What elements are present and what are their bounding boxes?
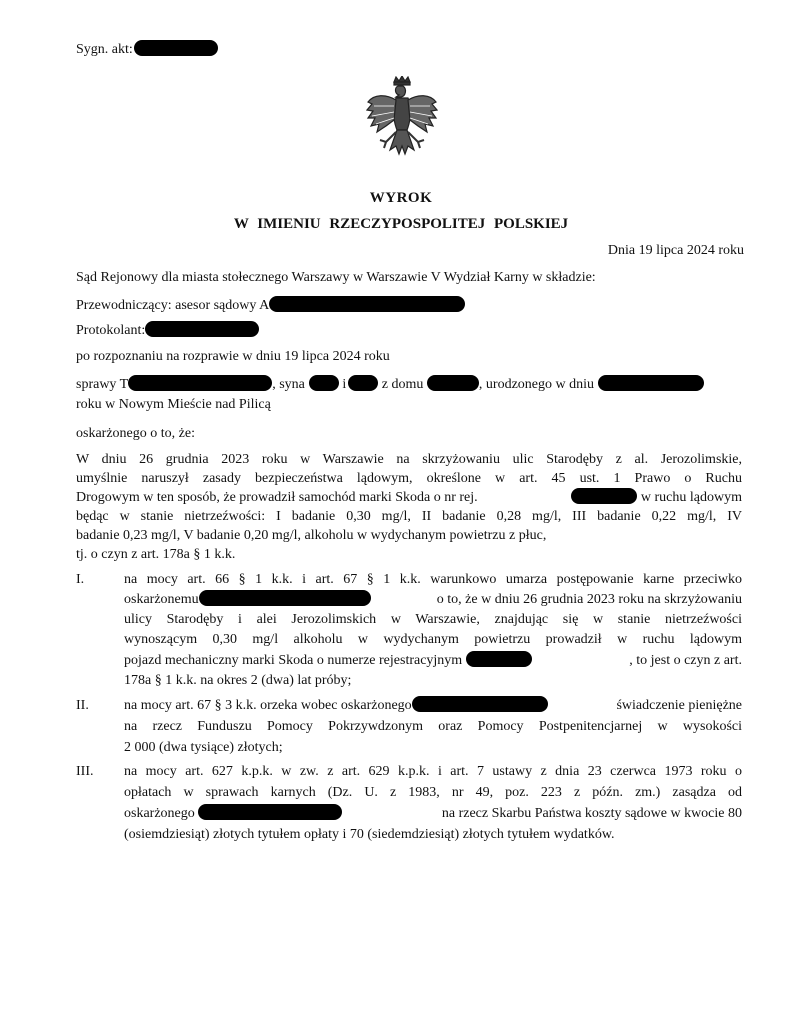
court-clerk: [76, 321, 259, 340]
ruling-line: [124, 696, 742, 715]
redaction: [269, 296, 465, 312]
charge-line: badanie 0,23 mg/l, V badanie 0,20 mg/l, alkoholu w wydychanym powietrzu z płuc,: [76, 528, 547, 543]
redaction: [466, 651, 532, 667]
polish-eagle-emblem: [366, 76, 438, 172]
verdict-title: WYROK: [369, 190, 433, 206]
redaction: [412, 696, 548, 712]
ruling-text: na mocy art. 67 § 3 k.k. orzeka wobec oskarżonego: [124, 698, 412, 713]
ruling-number: I.: [76, 572, 85, 587]
ruling-line: [124, 590, 742, 609]
case-reference: [76, 40, 218, 59]
ruling-text: na rzecz Skarbu Państwa koszty sądowe w kwocie 80: [441, 806, 742, 821]
ruling-line: (osiemdziesiąt) złotych tytułem opłaty i 70 (siedemdziesiąt) złotych tytułem wydatków.: [124, 827, 615, 842]
ruling-line: [124, 804, 742, 823]
hearing-info: po rozpoznaniu na rozprawie w dniu 19 lipca 2024 roku: [76, 349, 390, 364]
charge-line: tj. o czyn z art. 178a § 1 k.k.: [76, 547, 236, 562]
redaction: [348, 375, 378, 391]
redaction: [199, 590, 371, 606]
ruling-line: na mocy art. 66 § 1 k.k. i art. 67 § 1 k.k. warunkowo umarza postępowanie karne przeciwko: [124, 572, 742, 587]
ruling-line: 2 000 (dwa tysiące) złotych;: [124, 740, 283, 755]
charge-line: W dniu 26 grudnia 2023 roku w Warszawie na skrzyżowaniu ulic Starodęby z al. Jerozolimskie,: [76, 452, 742, 467]
ruling-text: pojazd mechaniczny marki Skoda o numerze rejestracyjnym: [124, 653, 463, 668]
charge-line: będąc w stanie nietrzeźwości: I badanie 0,30 mg/l, II badanie 0,28 mg/l, III badanie 0,22 mg/l, IV: [76, 509, 742, 524]
son-of-label: , syna: [272, 377, 305, 392]
ruling-line: wynoszącym 0,30 mg/l alkoholu w wydychanym powietrzu prowadził w ruchu lądowym: [124, 632, 742, 647]
born-label: , urodzonego w dniu: [478, 377, 594, 392]
charge-text: Drogowym w ten sposób, że prowadził samochód marki Skoda o nr rej.: [76, 490, 478, 505]
ruling-number: II.: [76, 698, 89, 713]
redaction: [309, 375, 339, 391]
accused-of-label: oskarżonego o to, że:: [76, 426, 195, 441]
redaction: [198, 804, 342, 820]
verdict-subtitle: W IMIENIU RZECZYPOSPOLITEJ POLSKIEJ: [233, 216, 569, 232]
ruling-text: o to, że w dniu 26 grudnia 2023 roku na skrzyżowaniu: [436, 592, 742, 607]
defendant-birthplace: roku w Nowym Mieście nad Pilicą: [76, 397, 271, 412]
ruling-line: na rzecz Funduszu Pomocy Pokrzywdzonym oraz Pomocy Postpenitencjarnej w wysokości: [124, 719, 742, 734]
redaction: [128, 375, 272, 391]
ruling-line: na mocy art. 627 k.p.k. w zw. z art. 629 k.p.k. i art. 7 ustawy z dnia 23 czerwca 1973 roku o: [124, 764, 742, 779]
charge-line: [76, 488, 742, 507]
nee-label: z domu: [381, 377, 424, 392]
ruling-line: 178a § 1 k.k. na okres 2 (dwa) lat próby;: [124, 673, 352, 688]
ruling-line: [124, 651, 742, 670]
ruling-line: opłatach w sprawach karnych (Dz. U. z 1983, nr 49, poz. 223 z późn. zm.) zasądza od: [124, 785, 742, 800]
clerk-label: Protokolant:: [76, 323, 146, 338]
case-prefix: sprawy T: [76, 377, 129, 392]
presiding-judge: [76, 296, 465, 315]
charge-line: umyślnie naruszył zasady bezpieczeństwa lądowym, określone w art. 45 ust. 1 Prawo o Ruchu: [76, 471, 742, 486]
court-composition: Sąd Rejonowy dla miasta stołecznego Warszawy w Warszawie V Wydział Karny w składzie:: [76, 270, 596, 285]
presiding-label: Przewodniczący: asesor sądowy A: [76, 298, 270, 313]
redaction: [145, 321, 259, 337]
defendant-identity: [76, 375, 704, 394]
ruling-text: świadczenie pieniężne: [616, 698, 742, 713]
ruling-text: oskarżonemu: [124, 592, 199, 607]
ruling-text: , to jest o czyn z art.: [629, 653, 742, 668]
ruling-line: ulicy Starodęby i alei Jerozolimskich w Warszawie, znajdując się w stanie nietrzeźwości: [124, 612, 742, 627]
case-reference-label: Sygn. akt:: [76, 42, 133, 57]
redaction: [134, 40, 218, 56]
and-label: i: [342, 377, 347, 392]
charge-text: w ruchu lądowym: [640, 490, 742, 505]
ruling-text: oskarżonego: [124, 806, 195, 821]
redaction: [571, 488, 637, 504]
redaction: [598, 375, 704, 391]
redaction: [427, 375, 479, 391]
verdict-date: Dnia 19 lipca 2024 roku: [607, 243, 744, 258]
ruling-number: III.: [76, 764, 94, 779]
